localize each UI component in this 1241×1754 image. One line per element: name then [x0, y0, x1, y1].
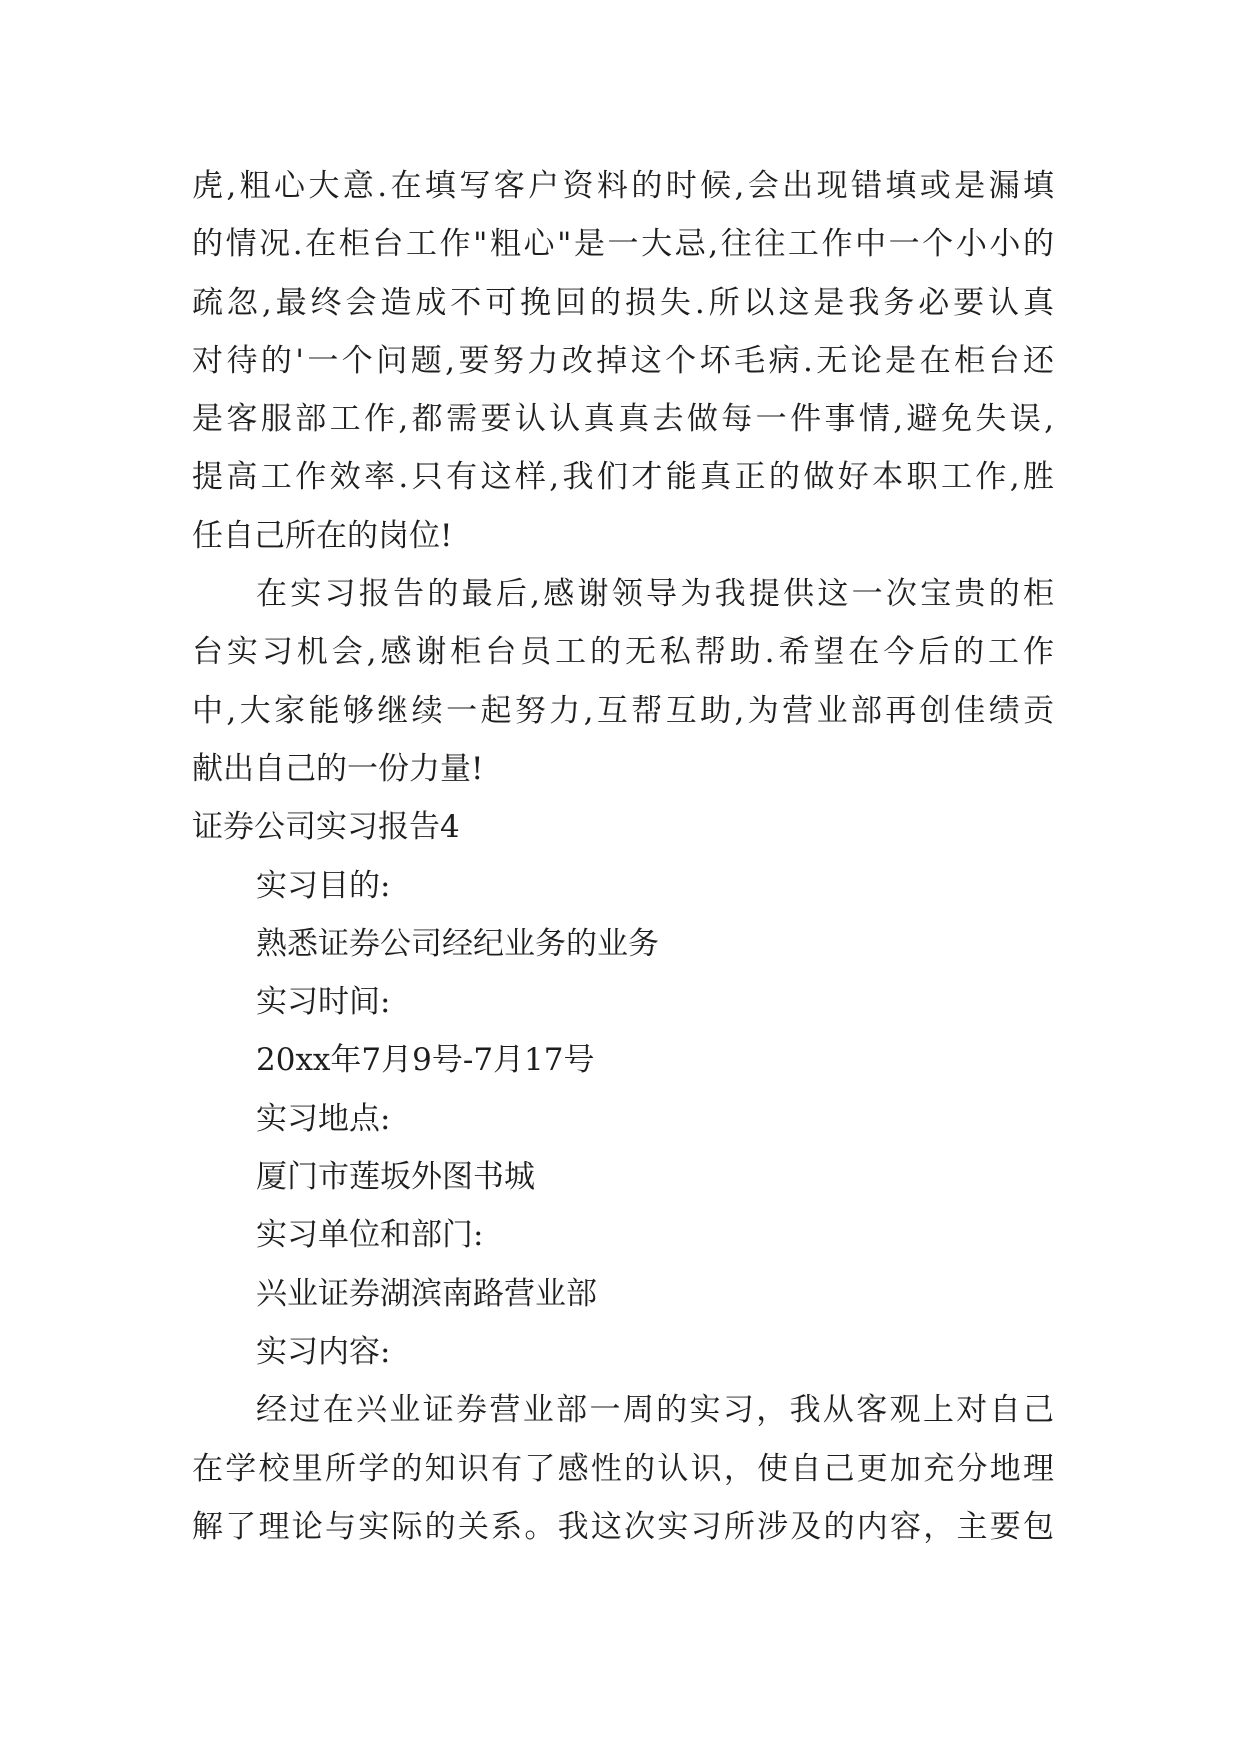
- paragraph-line: 在实习报告的最后,感谢领导为我提供这一次宝贵的柜: [256, 576, 1054, 613]
- paragraph-line: 在学校里所学的知识有了感性的认识，使自己更加充分地理: [192, 1450, 1054, 1487]
- paragraph-line: 经过在兴业证券营业部一周的实习，我从客观上对自己: [256, 1392, 1054, 1429]
- paragraph-line: 解了理论与实际的关系。我这次实习所涉及的内容，主要包: [192, 1508, 1054, 1545]
- paragraph-line: 是客服部工作,都需要认认真真去做每一件事情,避免失误,: [192, 401, 1054, 438]
- field-label: 实习内容:: [256, 1333, 391, 1370]
- section-heading: 证券公司实习报告4: [192, 809, 460, 846]
- paragraph-line: 任自己所在的岗位!: [192, 517, 453, 554]
- paragraph-line: 献出自己的一份力量!: [192, 750, 484, 787]
- paragraph-line: 疏忽,最终会造成不可挽回的损失.所以这是我务必要认真: [192, 284, 1054, 321]
- field-label: 实习单位和部门:: [256, 1217, 484, 1254]
- field-label: 实习地点:: [256, 1100, 391, 1137]
- paragraph-line: 提高工作效率.只有这样,我们才能真正的做好本职工作,胜: [192, 459, 1054, 496]
- field-label: 实习目的:: [256, 867, 391, 904]
- field-value: 兴业证券湖滨南路营业部: [256, 1275, 597, 1312]
- document-body: [192, 157, 1054, 1556]
- paragraph-line: 对待的'一个问题,要努力改掉这个坏毛病.无论是在柜台还: [192, 342, 1054, 379]
- paragraph-line: 虎,粗心大意.在填写客户资料的时候,会出现错填或是漏填: [192, 168, 1054, 204]
- paragraph-line: 的情况.在柜台工作"粗心"是一大忌,往往工作中一个小小的: [192, 226, 1054, 263]
- field-value: 熟悉证券公司经纪业务的业务: [256, 925, 659, 962]
- field-value: 厦门市莲坂外图书城: [256, 1159, 535, 1196]
- field-label: 实习时间:: [256, 984, 391, 1021]
- field-value: 20xx年7月9号-7月17号: [256, 1042, 595, 1079]
- paragraph-line: 台实习机会,感谢柜台员工的无私帮助.希望在今后的工作: [192, 634, 1054, 671]
- paragraph-line: 中,大家能够继续一起努力,互帮互助,为营业部再创佳绩贡: [192, 692, 1054, 729]
